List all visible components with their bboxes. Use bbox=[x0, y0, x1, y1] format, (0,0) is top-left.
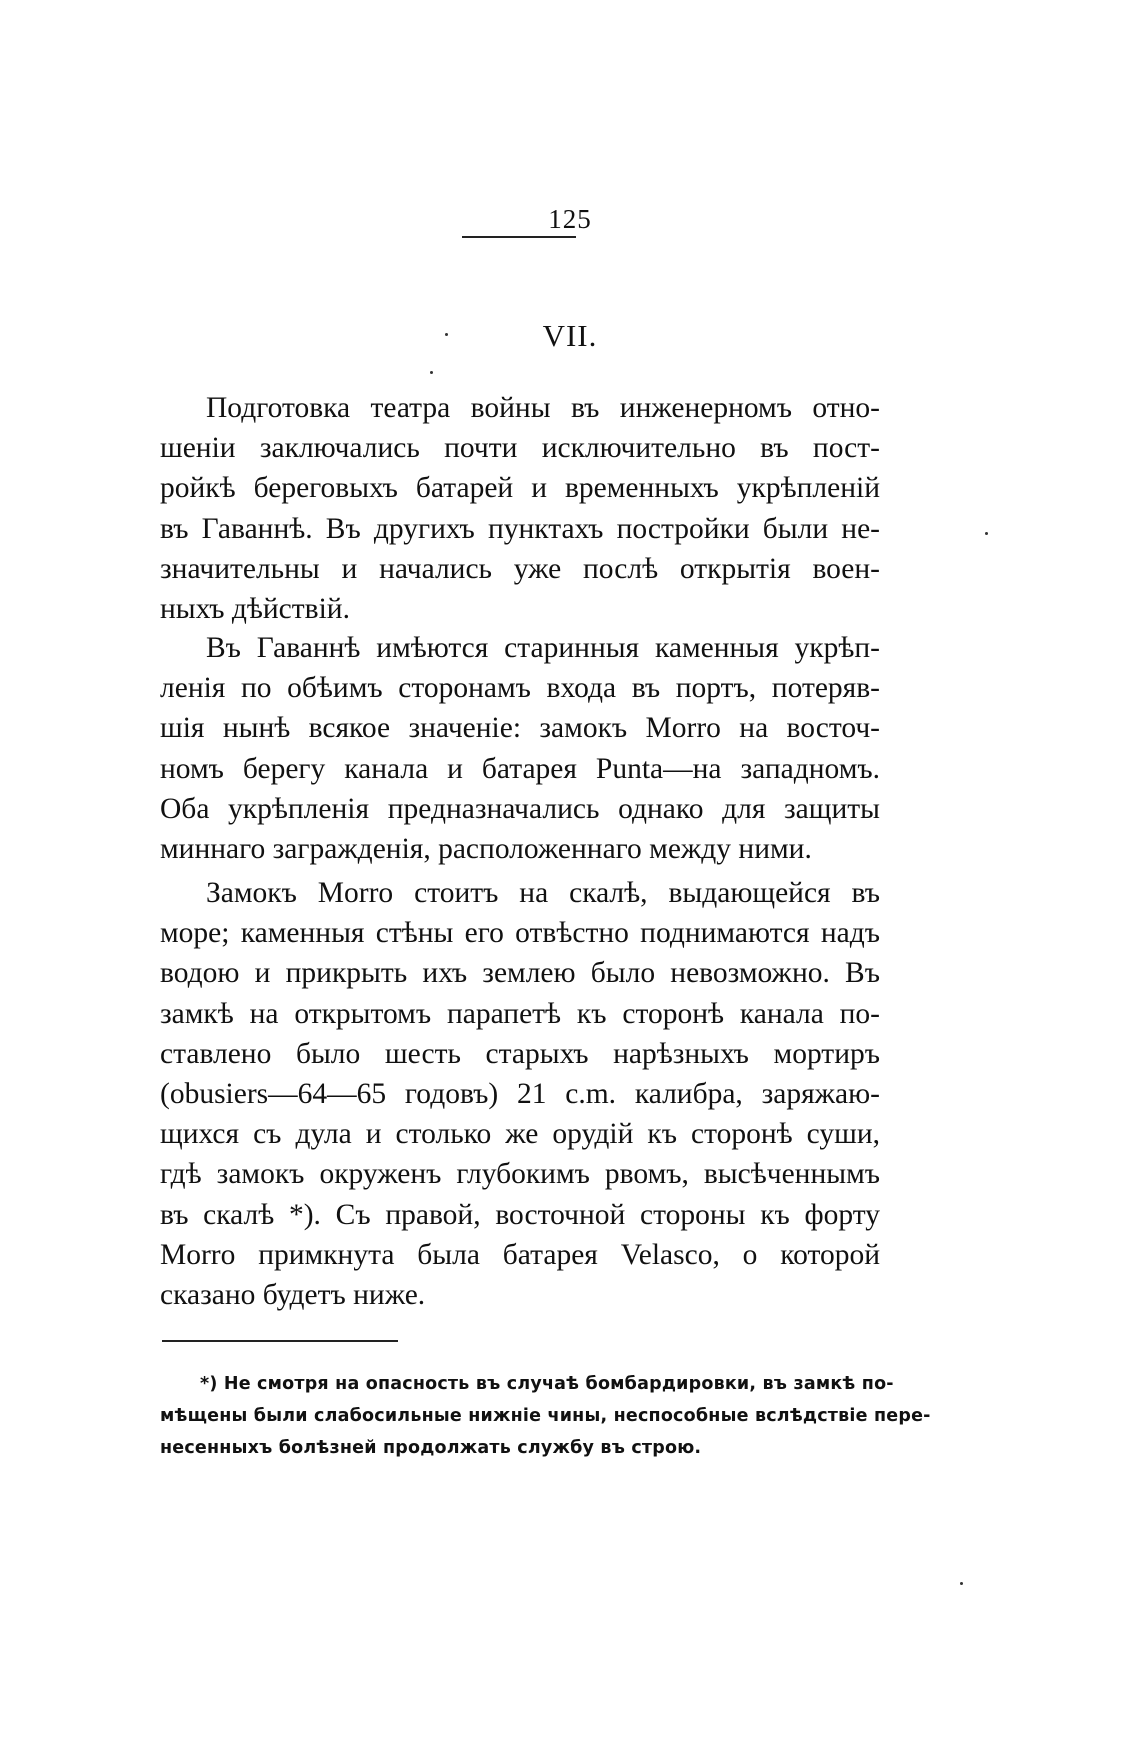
print-speck bbox=[960, 1582, 963, 1585]
print-speck bbox=[985, 532, 988, 535]
text-line: гдѣ замокъ окруженъ глубокимъ рвомъ, высѣченнымъ bbox=[160, 1158, 880, 1191]
print-speck bbox=[445, 333, 448, 336]
footnote-line: несенныхъ болѣзней продолжать службу въ строю. bbox=[160, 1438, 702, 1458]
text-line: (obusiers—64—65 годовъ) 21 c.m. калибра, заряжаю- bbox=[160, 1077, 880, 1110]
footnote-line: *) Не смотря на опасность въ случаѣ бомбардировки, въ замкѣ по- bbox=[200, 1374, 894, 1394]
page-number: 125 bbox=[548, 204, 592, 234]
text-line: миннаго загражденія, расположеннаго между ними. bbox=[160, 832, 812, 865]
text-line: море; каменныя стѣны его отвѣстно поднимаются надъ bbox=[160, 917, 880, 950]
footnote-rule bbox=[162, 1340, 398, 1342]
text-line: Подготовка театра войны въ инженерномъ отно- bbox=[206, 392, 880, 424]
paragraph-2 bbox=[160, 628, 880, 869]
text-line: значительны и начались уже послѣ открытія воен- bbox=[160, 552, 880, 585]
text-line: шія нынѣ всякое значеніе: замокъ Morro на восточ- bbox=[160, 712, 880, 745]
footnote bbox=[160, 1368, 931, 1464]
chapter-heading: VII. bbox=[542, 318, 598, 353]
text-line: Оба укрѣпленія предназначались однако для защиты bbox=[160, 792, 880, 825]
print-speck bbox=[430, 371, 433, 374]
text-line: сказано будетъ ниже. bbox=[160, 1278, 426, 1311]
page-number-rule bbox=[462, 236, 576, 238]
text-line: въ скалѣ *). Съ правой, восточной стороны къ форту bbox=[160, 1198, 880, 1231]
text-line: ленія по обѣимъ сторонамъ входа въ портъ, потеряв- bbox=[160, 672, 880, 705]
text-line: ройкѣ береговыхъ батарей и временныхъ укрѣпленій bbox=[160, 472, 880, 505]
footnote-line: мѣщены были слабосильные нижніе чины, неспособные вслѣдствіе пере- bbox=[160, 1406, 931, 1426]
paragraph-1 bbox=[160, 388, 880, 629]
text-line: водою и прикрыть ихъ землею было невозможно. Въ bbox=[160, 957, 880, 990]
text-line: шеніи заключались почти исключительно въ пост- bbox=[160, 432, 880, 465]
text-line: ныхъ дѣйствій. bbox=[160, 592, 350, 625]
text-line: ставлено было шесть старыхъ нарѣзныхъ мортиръ bbox=[160, 1037, 880, 1070]
text-line: Замокъ Morro стоитъ на скалѣ, выдающейся въ bbox=[206, 877, 880, 909]
text-line: въ Гаваннѣ. Въ другихъ пунктахъ постройки были не- bbox=[160, 512, 880, 545]
text-line: щихся съ дула и столько же орудій къ сторонѣ суши, bbox=[160, 1118, 880, 1151]
text-line: номъ берегу канала и батарея Punta—на западномъ. bbox=[160, 752, 880, 785]
text-line: Въ Гаваннѣ имѣются старинныя каменныя укрѣп- bbox=[206, 632, 880, 664]
text-line: Morro примкнута была батарея Velasco, о которой bbox=[160, 1238, 880, 1271]
paragraph-3 bbox=[160, 873, 880, 1315]
text-line: замкѣ на открытомъ парапетѣ къ сторонѣ канала по- bbox=[160, 997, 880, 1030]
